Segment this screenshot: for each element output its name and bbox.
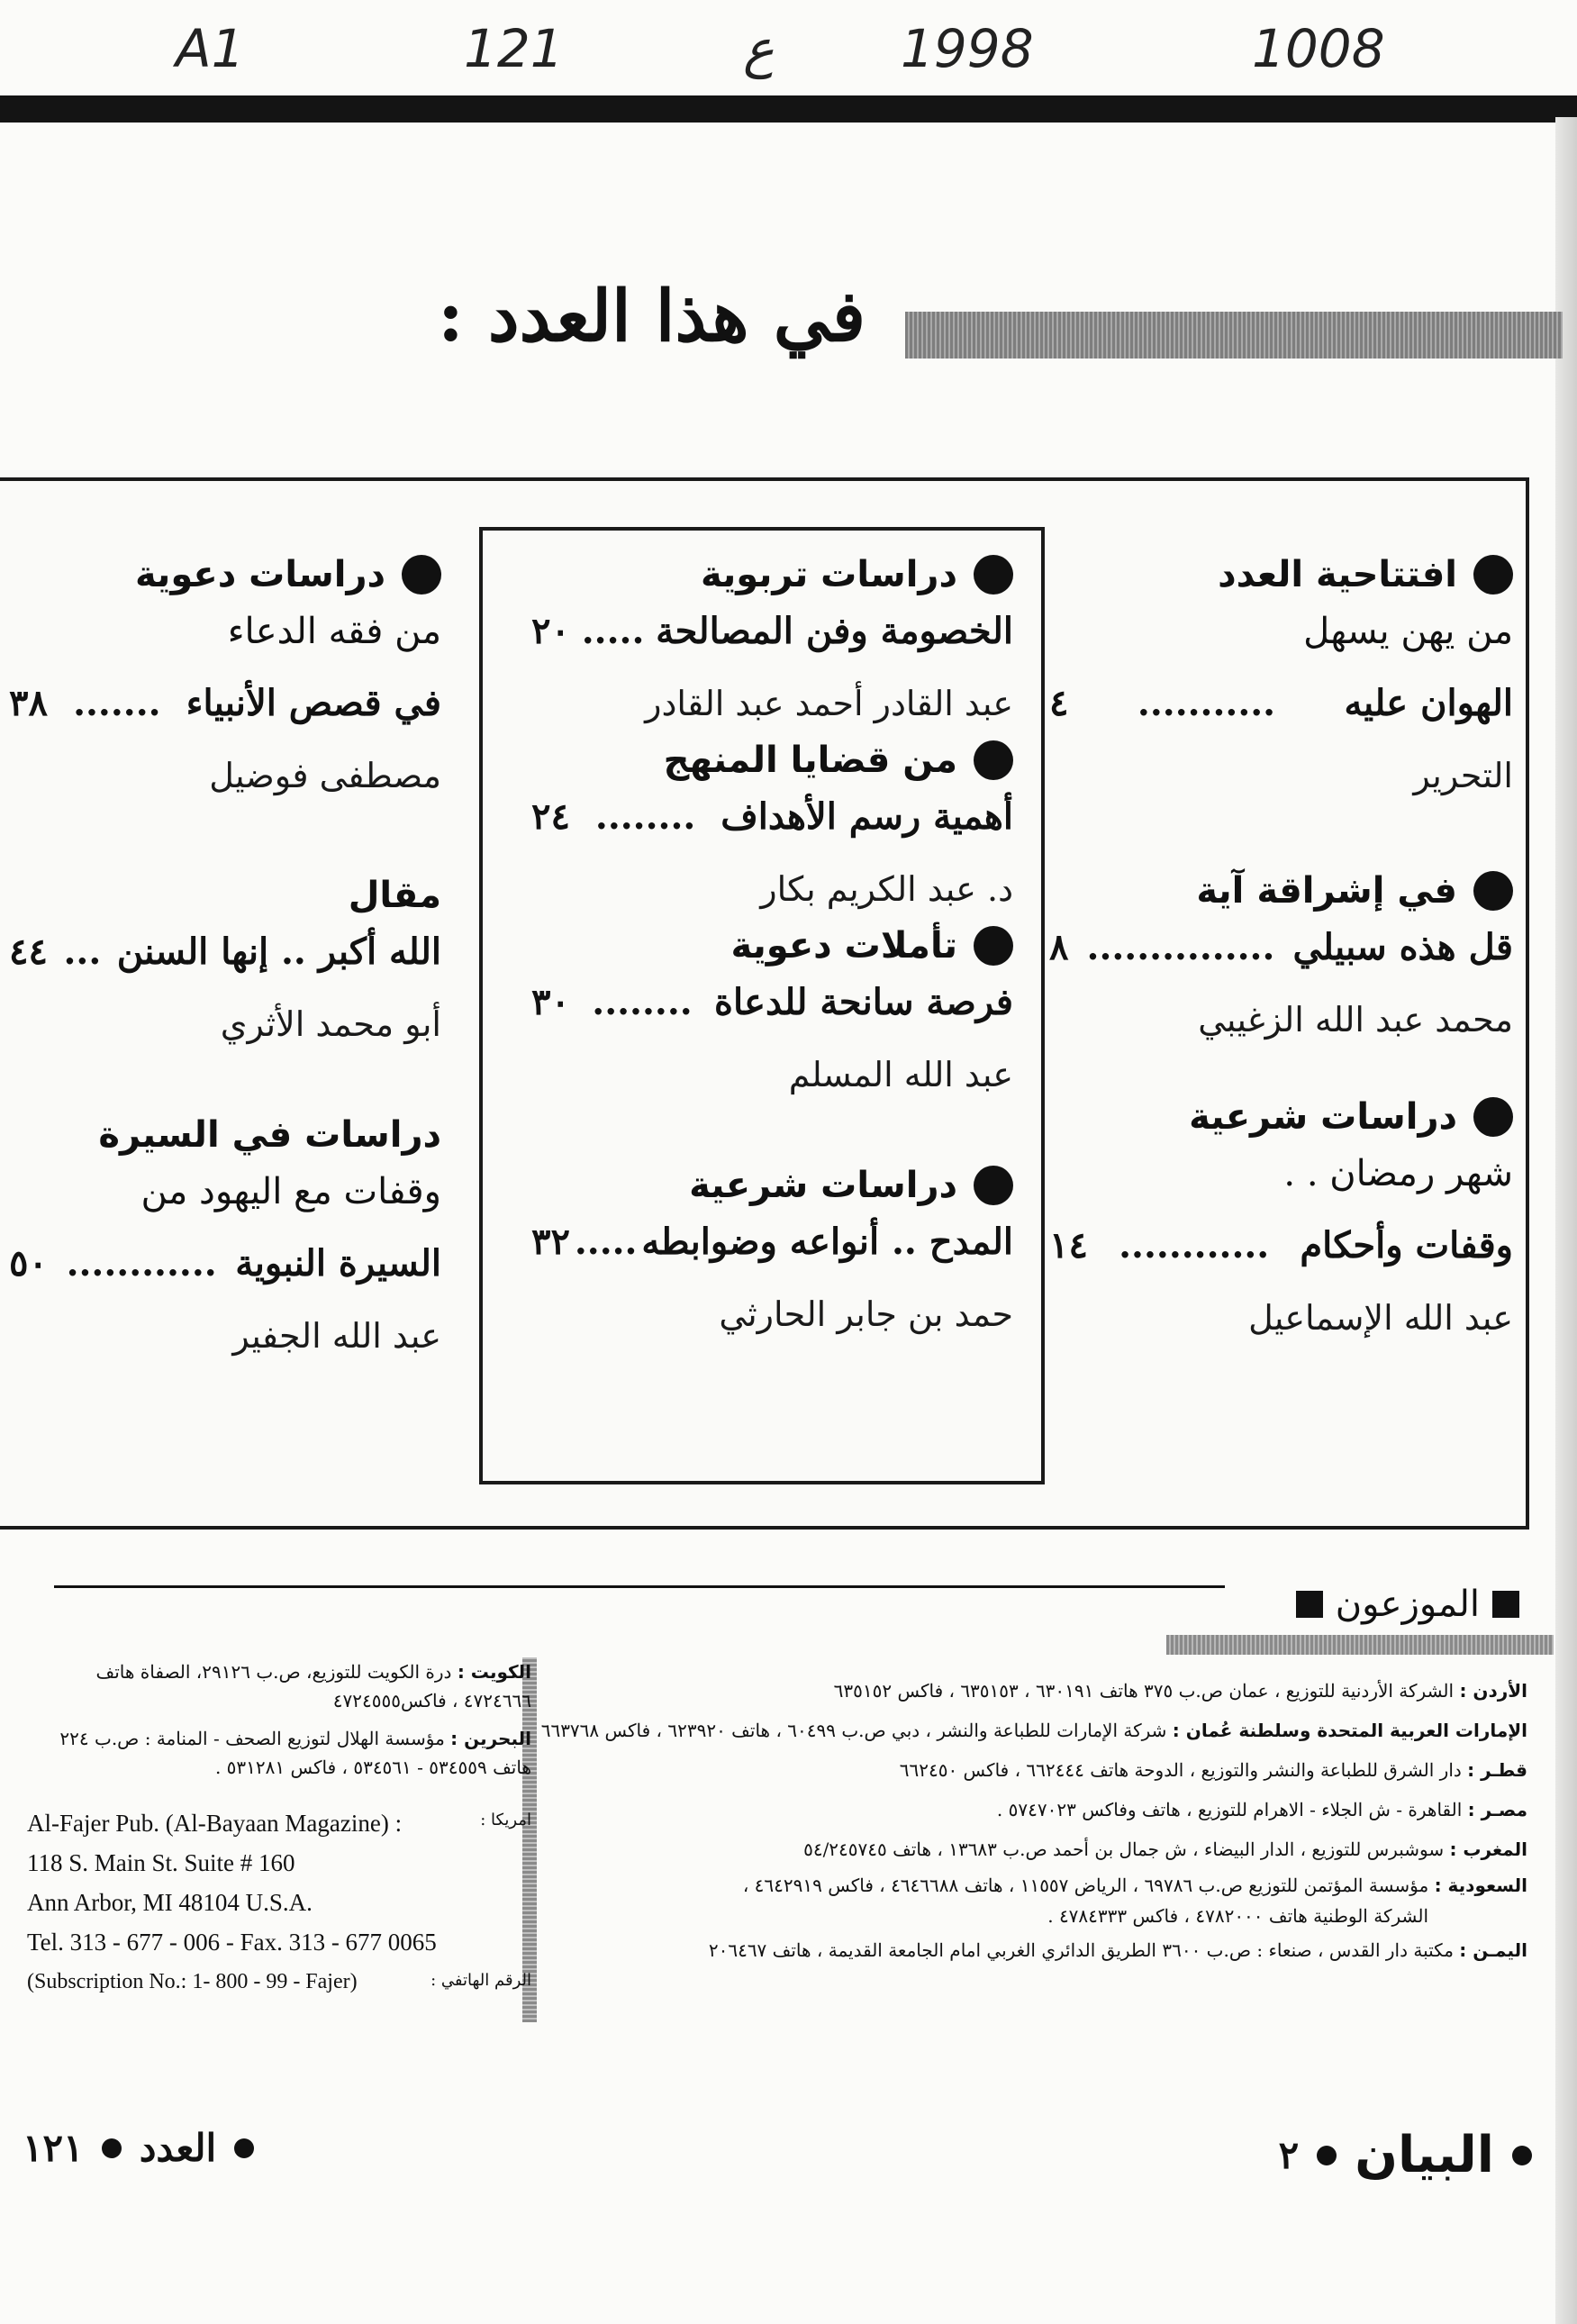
bullet-icon: [974, 555, 1013, 595]
distributors-bar: [1166, 1635, 1554, 1655]
distributor-row: السعودية : مؤسسة المؤتمن للتوزيع ص.ب ٦٩٧٨٦ ، الرياض ١١٥٥٧ ، هاتف ٤٦٤٦٦٨٨ ، فاكس ٤٦٤٢٩١٩ ،: [742, 1875, 1527, 1896]
square-icon: [1296, 1591, 1323, 1618]
left-column: [9, 554, 441, 1372]
bullet-icon: [974, 926, 1013, 966]
distributor-row: المغرب : سوشبرس للتوزيع ، الدار البيضاء ، ش جمال بن أحمد ص.ب ١٣٦٨٣ ، هاتف ٥٤/٢٤٥٧٤٥: [803, 1838, 1527, 1860]
distributor-row: اليمـن : مكتبة دار القدس ، صنعاء : ص.ب ٣٦٠٠ الطريق الدائري الغربي امام الجامعة القديمة ، هاتف ٢٠٦٤٦٧: [708, 1939, 1527, 1961]
heading-bar: [905, 312, 1563, 359]
subscription-number: (Subscription No.: 1- 800 - 99 - Fajer): [27, 1970, 358, 1993]
archive-note-a1: A1: [176, 18, 245, 79]
subscription-label: الرقم الهاتفي :: [431, 1971, 531, 1990]
section-heading: افتتاحية العدد: [1049, 554, 1513, 595]
article-line: من فقه الدعاء: [227, 611, 441, 652]
distributors-list: [540, 1671, 1527, 1970]
usa-line: Tel. 313 - 677 - 006 - Fax. 313 - 677 0065: [27, 1929, 437, 1956]
bullet-icon: [402, 555, 441, 595]
section-heading: دراسات تربوية: [531, 554, 1013, 595]
usa-line: 118 S. Main St. Suite # 160: [27, 1849, 295, 1876]
scan-edge: [1555, 117, 1577, 2324]
distributor-row: قطـر : دار الشرق للطباعة والنشر والتوزيع ، الدوحة هاتف ٦٦٢٤٤٤ ، فاكس ٦٦٢٤٥٠: [899, 1759, 1527, 1781]
distributor-row: الشركة الوطنية هاتف ٤٧٨٢٠٠٠ ، فاكس ٤٧٨٤٣٣٣ .: [1047, 1905, 1428, 1927]
dot-icon: [234, 2138, 254, 2158]
section-heading: تأملات دعوية: [531, 925, 1013, 967]
bullet-icon: [1473, 871, 1513, 911]
section-heading: دراسات شرعية: [531, 1165, 1013, 1206]
bullet-icon: [1473, 1097, 1513, 1137]
toc-entry[interactable]: فرصة سانحة للدعاة ........ ٣٠: [531, 981, 1013, 1023]
square-icon: [1492, 1591, 1519, 1618]
page-number: ٢: [1278, 2133, 1300, 2177]
section-heading: دراسات في السيرة: [98, 1114, 441, 1156]
author: د. عبد الكريم بكار: [760, 869, 1013, 909]
distributor-row: البحرين : مؤسسة الهلال لتوزيع الصحف - المنامة : ص.ب ٢٢٤ هاتف ٥٣٤٥٥٩ - ٥٣٤٥٦١ ، فاكس ٥٣١٢٨١ .: [59, 1728, 531, 1778]
section-heading: مقال: [348, 875, 441, 916]
archive-note-year: 1998: [901, 18, 1034, 79]
author: محمد عبد الله الزغيبي: [1198, 1000, 1513, 1039]
usa-distributor: [27, 1803, 531, 2002]
author: عبد القادر أحمد عبد القادر: [645, 684, 1013, 723]
footer-issue: العدد ١٢١: [23, 2126, 254, 2170]
archive-note-issue: 121: [464, 18, 564, 79]
section-heading: دراسات دعوية: [9, 554, 441, 595]
distributors-list-left: [27, 1657, 531, 2002]
toc-entry[interactable]: في قصص الأنبياء ....... ٣٨: [9, 682, 441, 724]
toc-entry[interactable]: الله أكبر .. إنها السنن ... ٤٤: [9, 931, 441, 973]
distributor-row: الإمارات العربية المتحدة وسلطنة عُمان : شركة الإمارات للطباعة والنشر ، دبي ص.ب ٦٠٤٩٩ ، هاتف ٦٢٣٩٢٠ ، فاكس ٦٦٣٧٦٨: [540, 1720, 1527, 1741]
footer-brand: [1279, 2126, 1532, 2184]
distributor-row: الأردن : الشركة الأردنية للتوزيع ، عمان ص.ب ٣٧٥ هاتف ٦٣٠١٩١ ، ٦٣٥١٥٣ ، فاكس ٦٣٥١٥٢: [833, 1680, 1527, 1702]
usa-line: Ann Arbor, MI 48104 U.S.A.: [27, 1889, 313, 1916]
toc-entry[interactable]: قل هذه سبيلي ............... ٨: [1049, 926, 1513, 968]
article-line: وقفات مع اليهود من: [140, 1171, 441, 1212]
right-column: [1049, 554, 1513, 1354]
distributor-row: مصـر : القاهرة - ش الجلاء - الاهرام للتوزيع ، هاتف وفاكس ٥٧٤٧٠٢٣ .: [996, 1799, 1527, 1820]
toc-entry[interactable]: وقفات وأحكام ............ ١٤: [1049, 1224, 1513, 1266]
author: أبو محمد الأثري: [220, 1004, 441, 1044]
archive-note-id: 1008: [1252, 18, 1385, 79]
section-heading: دراسات شرعية: [1049, 1096, 1513, 1138]
article-line: شهر رمضان . .: [1283, 1153, 1513, 1194]
author: مصطفى فوضيل: [209, 756, 441, 795]
distributors-rule: [54, 1585, 1225, 1588]
bullet-icon: [974, 1166, 1013, 1205]
toc-entry[interactable]: السيرة النبوية ............ ٥٠: [9, 1242, 441, 1285]
author: حمد بن جابر الحارثي: [719, 1294, 1013, 1334]
author: عبد الله المسلم: [788, 1055, 1013, 1094]
author: التحرير: [1413, 756, 1513, 795]
top-rule: [0, 95, 1577, 123]
bullet-icon: [974, 740, 1013, 780]
usa-label: امريكا :: [480, 1811, 531, 1829]
archive-note-letter: ع: [743, 18, 775, 79]
toc-entry[interactable]: الهوان عليه ........... ٤: [1049, 682, 1513, 724]
bullet-icon: [1473, 555, 1513, 595]
toc-entry[interactable]: أهمية رسم الأهداف ........ ٢٤: [531, 795, 1013, 838]
section-heading: من قضايا المنهج: [531, 740, 1013, 781]
author: عبد الله الإسماعيل: [1248, 1298, 1513, 1338]
author: عبد الله الجفير: [232, 1316, 441, 1356]
section-heading: في إشراقة آية: [1049, 870, 1513, 912]
middle-column: [531, 554, 1013, 1350]
dot-icon: [1317, 2146, 1337, 2165]
distributors-title: الموزعون: [1283, 1584, 1532, 1625]
toc-entry[interactable]: الخصومة وفن المصالحة ..... ٢٠: [531, 610, 1013, 652]
article-line: من يهن يسهل: [1303, 611, 1513, 652]
page-heading: في هذا العدد :: [437, 276, 866, 358]
toc-entry[interactable]: المدح .. أنواعه وضوابطه ..... ٣٢: [531, 1221, 1013, 1263]
brand-logo: البيان: [1355, 2126, 1494, 2184]
distributor-row: الكويت : درة الكويت للتوزيع، ص.ب ٢٩١٢٦، الصفاة هاتف ٤٧٢٤٦٦٦ ، فاكس٤٧٢٤٥٥٥: [95, 1661, 531, 1711]
dot-icon: [102, 2138, 122, 2158]
usa-line: Al-Fajer Pub. (Al-Bayaan Magazine) :: [27, 1810, 403, 1837]
dot-icon: [1512, 2146, 1532, 2165]
